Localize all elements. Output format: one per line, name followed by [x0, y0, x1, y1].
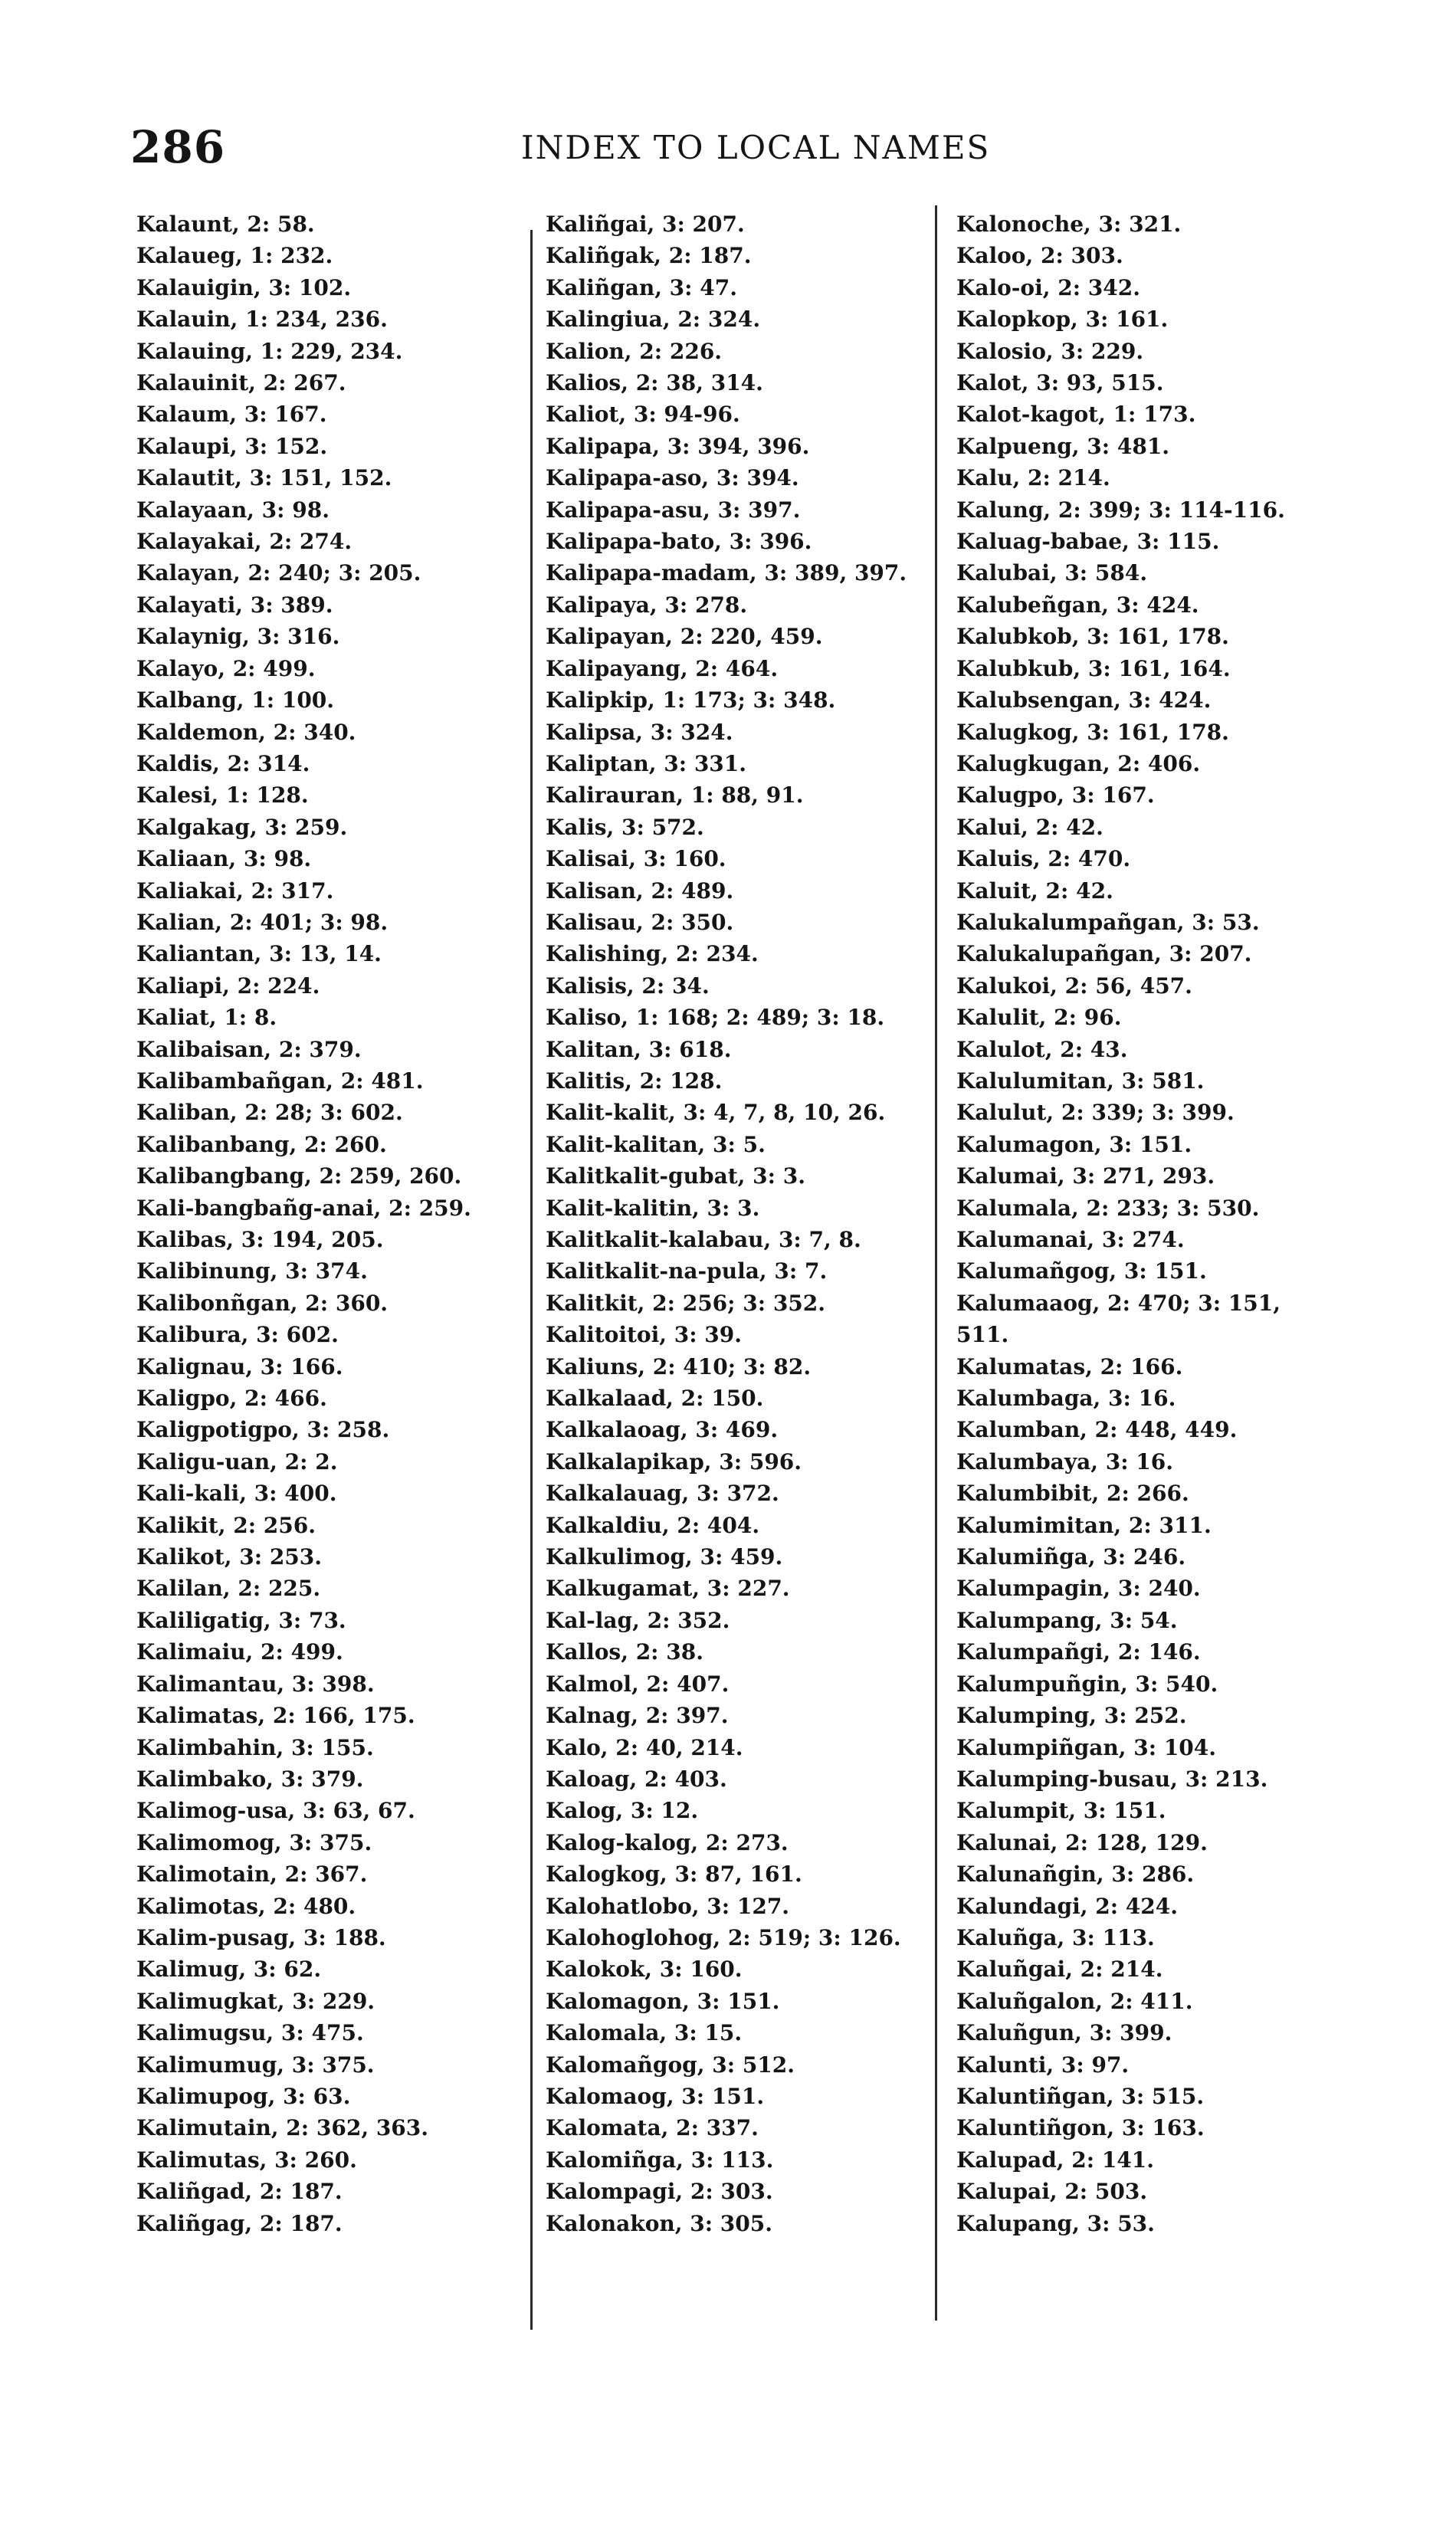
index-entry: Kalumañgog, 3: 151.	[956, 1258, 1207, 1284]
index-entry: Kalisan, 2: 489.	[546, 877, 734, 904]
index-entry: Kalion, 2: 226.	[546, 338, 723, 364]
index-entry: Kalauing, 1: 229, 234.	[136, 338, 403, 364]
index-entry: Kalisis, 2: 34.	[546, 973, 710, 999]
index-entry: Kalumpiñgan, 3: 104.	[956, 1734, 1217, 1760]
index-entry: Kalimutain, 2: 362, 363.	[136, 2115, 429, 2141]
index-entry: Kaliñgak, 2: 187.	[546, 243, 752, 269]
index-entry: Kalundagi, 2: 424.	[956, 1893, 1179, 1919]
index-entry: Kalukalupañgan, 3: 207.	[956, 941, 1252, 967]
index-entry: Kalauinit, 2: 267.	[136, 370, 346, 396]
index-entry: Kalomata, 2: 337.	[546, 2115, 759, 2141]
index-entry: Kaluñgun, 3: 399.	[956, 2020, 1172, 2046]
index-entry: Kalitkalit-na-pula, 3: 7.	[546, 1258, 828, 1284]
index-entry: Kalumaaog, 2: 470; 3: 151,	[956, 1290, 1281, 1316]
index-entry: Kaluntiñgan, 3: 515.	[956, 2083, 1205, 2109]
index-entry: Kalingiua, 2: 324.	[546, 307, 761, 333]
index-entry: Kali-bangbañg-anai, 2: 259.	[136, 1195, 471, 1221]
index-entry: Kaligpotigpo, 3: 258.	[136, 1417, 390, 1443]
index-entry: Kalipaya, 3: 278.	[546, 592, 748, 618]
index-entry: Kaliñgan, 3: 47.	[546, 274, 737, 300]
index-entry: Kalumagon, 3: 151.	[956, 1131, 1192, 1157]
index-entry: Kalulit, 2: 96.	[956, 1005, 1122, 1031]
index-entry: Kalmol, 2: 407.	[546, 1671, 730, 1697]
index-entry: Kalimog-usa, 3: 63, 67.	[136, 1798, 415, 1824]
index-entry: Kalitkalit-gubat, 3: 3.	[546, 1163, 805, 1189]
index-entry: Kalumpang, 3: 54.	[956, 1607, 1178, 1633]
index-entry: Kalimatas, 2: 166, 175.	[136, 1703, 415, 1729]
index-entry: Kalimaiu, 2: 499.	[136, 1639, 343, 1665]
index-entry: Kalumiñga, 3: 246.	[956, 1544, 1186, 1570]
index-entry: Kaliligatig, 3: 73.	[136, 1607, 346, 1633]
index-entry: Kalumatas, 2: 166.	[956, 1353, 1183, 1379]
index-entry: Kalitan, 3: 618.	[546, 1036, 732, 1062]
index-entry: Kalumbibit, 2: 266.	[956, 1481, 1189, 1507]
index-entry: Kalumping-busau, 3: 213.	[956, 1766, 1268, 1792]
index-entry: Kalaueg, 1: 232.	[136, 243, 333, 269]
index-entry: Kalompagi, 2: 303.	[546, 2179, 773, 2205]
index-entry: 511.	[956, 1322, 1009, 1348]
index-entry: Kalgakag, 3: 259.	[136, 814, 348, 840]
index-entry: Kaliñgag, 2: 187.	[136, 2210, 343, 2236]
index-entry: Kalunai, 2: 128, 129.	[956, 1829, 1208, 1855]
index-entry: Kaloag, 2: 403.	[546, 1766, 727, 1792]
index-entry: Kalomala, 3: 15.	[546, 2020, 743, 2046]
index-entry: Kalitkalit-kalabau, 3: 7, 8.	[546, 1227, 861, 1252]
index-entry: Kalimomog, 3: 375.	[136, 1829, 372, 1855]
index-entry: Kalkalauag, 3: 372.	[546, 1481, 779, 1507]
index-entry: Kalupad, 2: 141.	[956, 2147, 1155, 2173]
index-entry: Kaliso, 1: 168; 2: 489; 3: 18.	[546, 1005, 885, 1031]
index-entry: Kalot-kagot, 1: 173.	[956, 402, 1196, 428]
index-entry: Kalomagon, 3: 151.	[546, 1988, 780, 2014]
running-head: INDEX TO LOCAL NAMES	[521, 129, 991, 166]
index-entry: Kalibas, 3: 194, 205.	[136, 1227, 384, 1252]
index-entry: Kalumimitan, 2: 311.	[956, 1512, 1212, 1538]
index-entry: Kalitoitoi, 3: 39.	[546, 1322, 743, 1348]
index-entry: Kali-kali, 3: 400.	[136, 1481, 337, 1507]
index-entry: Kaliaan, 3: 98.	[136, 846, 312, 872]
index-entry: Kalaynig, 3: 316.	[136, 624, 340, 650]
index-entry: Kalimugsu, 3: 475.	[136, 2020, 364, 2046]
index-entry: Kalikit, 2: 256.	[136, 1512, 316, 1538]
index-entry: Kalishing, 2: 234.	[546, 941, 759, 967]
index-entry: Kalit-kalit, 3: 4, 7, 8, 10, 26.	[546, 1100, 886, 1126]
index-entry: Kalumban, 2: 448, 449.	[956, 1417, 1238, 1443]
index-entry: Kaluis, 2: 470.	[956, 846, 1131, 872]
index-entry: Kalautit, 3: 151, 152.	[136, 465, 392, 491]
index-entry: Kalkalapikap, 3: 596.	[546, 1448, 802, 1474]
index-entry: Kalulut, 2: 339; 3: 399.	[956, 1100, 1235, 1126]
index-entry: Kaluñgai, 2: 214.	[956, 1957, 1163, 1983]
index-entry: Kalpueng, 3: 481.	[956, 433, 1170, 459]
index-entry: Kalitkit, 2: 256; 3: 352.	[546, 1290, 826, 1316]
index-entry: Kalimbahin, 3: 155.	[136, 1734, 374, 1760]
index-entry: Kaligu-uan, 2: 2.	[136, 1448, 338, 1474]
index-entry: Kaldis, 2: 314.	[136, 750, 310, 776]
index-entry: Kalesi, 1: 128.	[136, 782, 309, 809]
index-entry: Kaldemon, 2: 340.	[136, 719, 356, 745]
index-entry: Kalipayang, 2: 464.	[546, 655, 779, 681]
index-entry: Kaliakai, 2: 317.	[136, 877, 334, 904]
index-entry: Kalonakon, 3: 305.	[546, 2210, 772, 2236]
index-entry: Kalubkob, 3: 161, 178.	[956, 624, 1229, 650]
index-entry: Kalopkop, 3: 161.	[956, 307, 1169, 333]
index-entry: Kalipkip, 1: 173; 3: 348.	[546, 687, 836, 713]
index-entry: Kalitis, 2: 128.	[546, 1068, 723, 1094]
index-entry: Kalikot, 3: 253.	[136, 1544, 323, 1570]
index-entry: Kalibambañgan, 2: 481.	[136, 1068, 424, 1094]
index-entry: Kalaunt, 2: 58.	[136, 212, 315, 237]
index-entry: Kaliat, 1: 8.	[136, 1005, 277, 1031]
index-entry: Kalim-pusag, 3: 188.	[136, 1924, 386, 1950]
index-entry: Kalit-kalitin, 3: 3.	[546, 1195, 760, 1221]
index-entry: Kaloo, 2: 303.	[956, 243, 1123, 269]
index-entry: Kalo-oi, 2: 342.	[956, 274, 1140, 300]
index-entry: Kalulot, 2: 43.	[956, 1036, 1128, 1062]
index-entry: Kaliapi, 2: 224.	[136, 973, 320, 999]
index-entry: Kalipapa-aso, 3: 394.	[546, 465, 799, 491]
index-entry: Kalisau, 2: 350.	[546, 909, 734, 935]
index-entry: Kalkaldiu, 2: 404.	[546, 1512, 760, 1538]
index-entry: Kaliptan, 3: 331.	[546, 750, 747, 776]
index-entry: Kaliñgai, 3: 207.	[546, 212, 745, 237]
index-entry: Kalimotas, 2: 480.	[136, 1893, 356, 1919]
index-entry: Kaliuns, 2: 410; 3: 82.	[546, 1353, 812, 1379]
index-entry: Kalipapa-madam, 3: 389, 397.	[546, 560, 907, 586]
index-entry: Kalimutas, 3: 260.	[136, 2147, 357, 2173]
index-entry: Kalumala, 2: 233; 3: 530.	[956, 1195, 1260, 1221]
index-entry: Kalubkub, 3: 161, 164.	[956, 655, 1231, 681]
index-entry: Kalibangbang, 2: 259, 260.	[136, 1163, 462, 1189]
index-entry: Kalimbako, 3: 379.	[136, 1766, 364, 1792]
page-number: 286	[130, 121, 226, 173]
index-entry: Kalipapa-bato, 3: 396.	[546, 529, 812, 555]
index-entry: Kaluntiñgon, 3: 163.	[956, 2115, 1205, 2141]
index-entry: Kaliantan, 3: 13, 14.	[136, 941, 382, 967]
index-entry: Kalog-kalog, 2: 273.	[546, 1829, 789, 1855]
index-entry: Kalukoi, 2: 56, 457.	[956, 973, 1192, 999]
index-entry: Kallos, 2: 38.	[546, 1639, 703, 1665]
index-entry: Kalubai, 3: 584.	[956, 560, 1148, 586]
index-entry: Kalis, 3: 572.	[546, 814, 704, 840]
index-entry: Kalugkugan, 2: 406.	[956, 750, 1201, 776]
index-entry: Kalibinung, 3: 374.	[136, 1258, 368, 1284]
index-entry: Kalugpo, 3: 167.	[956, 782, 1155, 809]
index-entry: Kalkalaad, 2: 150.	[546, 1386, 764, 1412]
index-entry: Kalit-kalitan, 3: 5.	[546, 1131, 766, 1157]
index-entry: Kalimantau, 3: 398.	[136, 1671, 375, 1697]
index-entry: Kalunti, 3: 97.	[956, 2052, 1130, 2078]
index-entry: Kalomiñga, 3: 113.	[546, 2147, 774, 2173]
index-entry: Kalkugamat, 3: 227.	[546, 1576, 790, 1602]
index-entry: Kalumpuñgin, 3: 540.	[956, 1671, 1218, 1697]
index-entry: Kalokok, 3: 160.	[546, 1957, 743, 1983]
index-entry: Kalayati, 3: 389.	[136, 592, 333, 618]
index-entry: Kalkulimog, 3: 459.	[546, 1544, 783, 1570]
index-entry: Kalirauran, 1: 88, 91.	[546, 782, 804, 809]
index-entry: Kaluit, 2: 42.	[956, 877, 1113, 904]
index-entry: Kalot, 3: 93, 515.	[956, 370, 1164, 396]
index-column-1	[136, 208, 535, 2239]
index-entry: Kalung, 2: 399; 3: 114-116.	[956, 497, 1285, 523]
index-entry: Kalui, 2: 42.	[956, 814, 1103, 840]
index-entry: Kalayaan, 3: 98.	[136, 497, 330, 523]
index-entry: Kalisai, 3: 160.	[546, 846, 726, 872]
index-column-2	[546, 208, 913, 2239]
index-entry: Kalimug, 3: 62.	[136, 1957, 322, 1983]
index-entry: Kalumpit, 3: 151.	[956, 1798, 1166, 1824]
index-entry: Kalumpagin, 3: 240.	[956, 1576, 1201, 1602]
index-entry: Kalipayan, 2: 220, 459.	[546, 624, 823, 650]
index-entry: Kalupang, 3: 53.	[956, 2210, 1155, 2236]
index-entry: Kal-lag, 2: 352.	[546, 1607, 730, 1633]
index-entry: Kalibura, 3: 602.	[136, 1322, 339, 1348]
index-entry: Kaluñga, 3: 113.	[956, 1924, 1155, 1950]
index-entry: Kalaum, 3: 167.	[136, 402, 327, 428]
index-entry: Kalohatlobo, 3: 127.	[546, 1893, 790, 1919]
index-entry: Kaluñgalon, 2: 411.	[956, 1988, 1193, 2014]
index-column-3	[956, 208, 1385, 2239]
index-entry: Kalayo, 2: 499.	[136, 655, 316, 681]
index-entry: Kalaupi, 3: 152.	[136, 433, 328, 459]
index-entry: Kalog, 3: 12.	[546, 1798, 699, 1824]
index-entry: Kalauin, 1: 234, 236.	[136, 307, 388, 333]
index-entry: Kalomañgog, 3: 512.	[546, 2052, 795, 2078]
index-entry: Kalipsa, 3: 324.	[546, 719, 733, 745]
index-entry: Kalumai, 3: 271, 293.	[956, 1163, 1215, 1189]
index-entry: Kalbang, 1: 100.	[136, 687, 335, 713]
index-entry: Kalauigin, 3: 102.	[136, 274, 352, 300]
index-entry: Kalumping, 3: 252.	[956, 1703, 1187, 1729]
column-rule-right	[935, 205, 937, 2321]
index-entry: Kalkalaoag, 3: 469.	[546, 1417, 779, 1443]
index-entry: Kalimumug, 3: 375.	[136, 2052, 375, 2078]
index-entry: Kalipapa, 3: 394, 396.	[546, 433, 810, 459]
index-entry: Kaliban, 2: 28; 3: 602.	[136, 1100, 403, 1126]
index-entry: Kalibonñgan, 2: 360.	[136, 1290, 389, 1316]
index-entry: Kalilan, 2: 225.	[136, 1576, 321, 1602]
index-entry: Kalnag, 2: 397.	[546, 1703, 729, 1729]
index-entry: Kalios, 2: 38, 314.	[546, 370, 763, 396]
index-entry: Kalulumitan, 3: 581.	[956, 1068, 1205, 1094]
index-entry: Kalignau, 3: 166.	[136, 1353, 343, 1379]
index-entry: Kalugkog, 3: 161, 178.	[956, 719, 1229, 745]
index-entry: Kaluag-babae, 3: 115.	[956, 529, 1220, 555]
index-entry: Kalohoglohog, 2: 519; 3: 126.	[546, 1924, 901, 1950]
index-entry: Kalian, 2: 401; 3: 98.	[136, 909, 389, 935]
index-entry: Kalogkog, 3: 87, 161.	[546, 1861, 802, 1888]
index-entry: Kaliñgad, 2: 187.	[136, 2179, 343, 2205]
index-entry: Kalukalumpañgan, 3: 53.	[956, 909, 1260, 935]
index-entry: Kalumpañgi, 2: 146.	[956, 1639, 1201, 1665]
index-entry: Kaliot, 3: 94-96.	[546, 402, 740, 428]
index-entry: Kalayan, 2: 240; 3: 205.	[136, 560, 421, 586]
index-entry: Kalimugkat, 3: 229.	[136, 1988, 375, 2014]
index-entry: Kalibanbang, 2: 260.	[136, 1131, 387, 1157]
index-entry: Kalimotain, 2: 367.	[136, 1861, 368, 1888]
index-entry: Kalonoche, 3: 321.	[956, 212, 1182, 237]
index-entry: Kalubeñgan, 3: 424.	[956, 592, 1199, 618]
index-entry: Kalubsengan, 3: 424.	[956, 687, 1212, 713]
index-entry: Kalipapa-asu, 3: 397.	[546, 497, 801, 523]
index-entry: Kalimupog, 3: 63.	[136, 2083, 351, 2109]
index-entry: Kalumbaya, 3: 16.	[956, 1448, 1174, 1474]
index-entry: Kalu, 2: 214.	[956, 465, 1110, 491]
index-entry: Kalumanai, 3: 274.	[956, 1227, 1185, 1252]
index-entry: Kalibaisan, 2: 379.	[136, 1036, 362, 1062]
index-entry: Kalumbaga, 3: 16.	[956, 1386, 1176, 1412]
index-entry: Kalo, 2: 40, 214.	[546, 1734, 743, 1760]
index-entry: Kalayakai, 2: 274.	[136, 529, 353, 555]
index-entry: Kaligpo, 2: 466.	[136, 1386, 327, 1412]
index-entry: Kalupai, 2: 503.	[956, 2179, 1148, 2205]
index-entry: Kalomaog, 3: 151.	[546, 2083, 765, 2109]
index-entry: Kalunañgin, 3: 286.	[956, 1861, 1195, 1888]
index-entry: Kalosio, 3: 229.	[956, 338, 1144, 364]
